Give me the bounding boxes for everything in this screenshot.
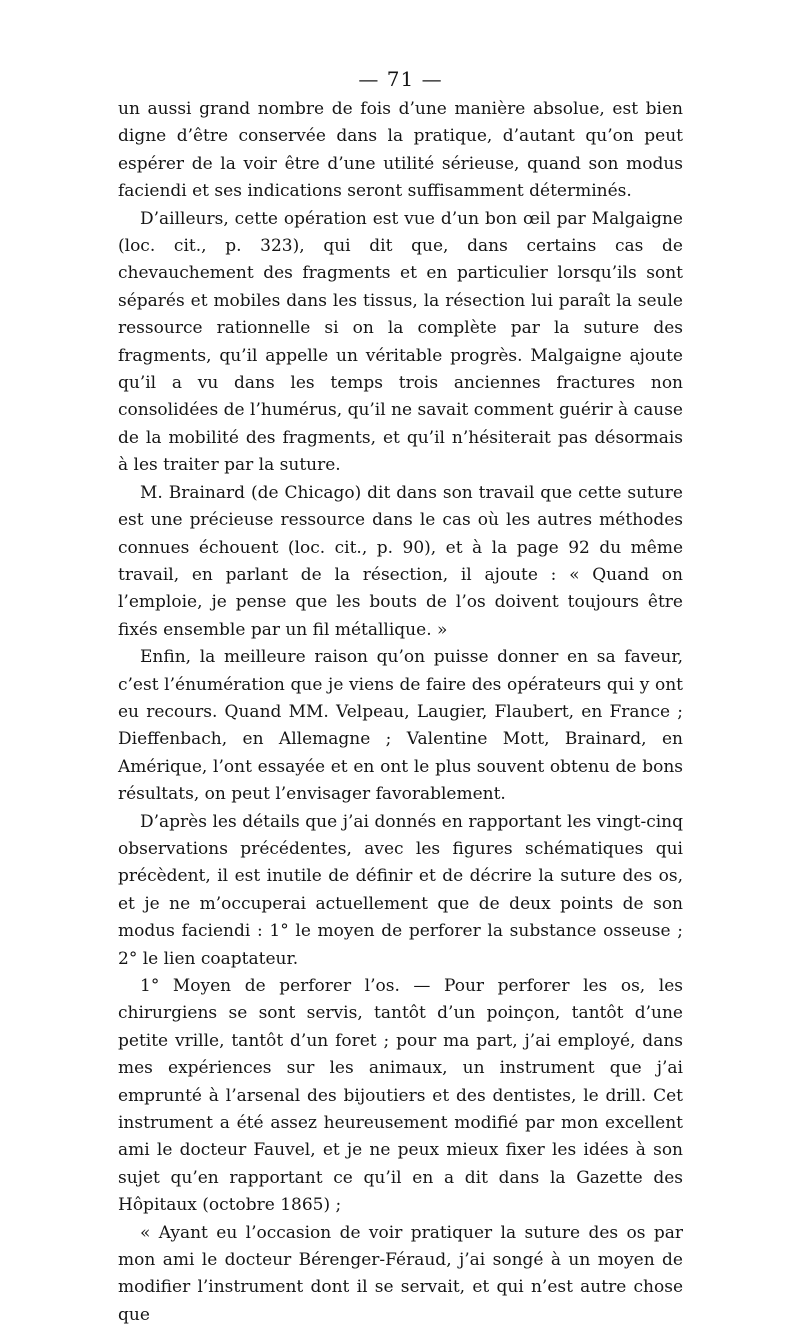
book-page <box>118 62 683 1329</box>
paragraph-7: « Ayant eu l’occasion de voir pratiquer la suture des os par mon ami le docteur Bérenger-Féraud, j’ai songé à un moyen de modifier l’instrument dont il se servait, et qui n’est autre chose que <box>118 1222 683 1325</box>
page-number: — 71 — <box>358 67 443 91</box>
paragraph-5: D’après les détails que j’ai donnés en rapportant les vingt-cinq observations précédentes, avec les figures schématiques qui précèdent, il est inutile de définir et de décrire la suture des os, et je ne m’occuperai actuellement que de deux points de son modus faciendi : 1° le moyen de perforer la substance osseuse ; 2° le lien coaptateur. <box>118 811 683 969</box>
paragraph-1: un aussi grand nombre de fois d’une manière absolue, est bien digne d’être conservée dans la pratique, d’autant qu’on peut espérer de la voir être d’une utilité sérieuse, quand son modus faciendi et ses indications seront suffisamment déterminés. <box>118 99 683 202</box>
paragraph-2: D’ailleurs, cette opération est vue d’un bon œil par Malgaigne (loc. cit., p. 323), qui dit que, dans certains cas de chevauchement des fragments et en particulier lorsqu’ils sont séparés et mobiles dans les tissus, la résection lui paraît la seule ressource rationnelle si on la complète par la suture des fragments, qu’il appelle un véritable progrès. Malgaigne ajoute qu’il a vu dans les temps trois anciennes fractures non consolidées de l’humérus, qu’il ne savait comment guérir à cause de la mobilité des fragments, et qu’il n’hésiterait pas désormais à les traiter par la suture. <box>118 208 683 476</box>
paragraph-3: M. Brainard (de Chicago) dit dans son travail que cette suture est une précieuse ressource dans le cas où les autres méthodes connues échouent (loc. cit., p. 90), et à la page 92 du même travail, en parlant de la résection, il ajoute : « Quand on l’emploie, je pense que les bouts de l’os doivent toujours être fixés ensemble par un fil métallique. » <box>118 482 683 640</box>
paragraph-4: Enfin, la meilleure raison qu’on puisse donner en sa faveur, c’est l’énumération que je viens de faire des opérateurs qui y ont eu recours. Quand MM. Velpeau, Laugier, Flaubert, en France ; Dieffenbach, en Allemagne ; Valentine Mott, Brainard, en Amérique, l’ont essayée et en ont le plus souvent obtenu de bons résultats, on peut l’envisager favorablement. <box>118 647 683 805</box>
paragraph-6: 1° Moyen de perforer l’os. — Pour perforer les os, les chirurgiens se sont servis, tantôt d’un poinçon, tantôt d’une petite vrille, tantôt d’un foret ; pour ma part, j’ai employé, dans mes expériences sur les animaux, un instrument que j’ai emprunté à l’arsenal des bijoutiers et des dentistes, le drill. Cet instrument a été assez heureusement modifié par mon excellent ami le docteur Fauvel, et je ne peux mieux fixer les idées à son sujet qu’en rapportant ce qu’il en a dit dans la Gazette des Hôpitaux (octobre 1865) ; <box>118 976 683 1216</box>
